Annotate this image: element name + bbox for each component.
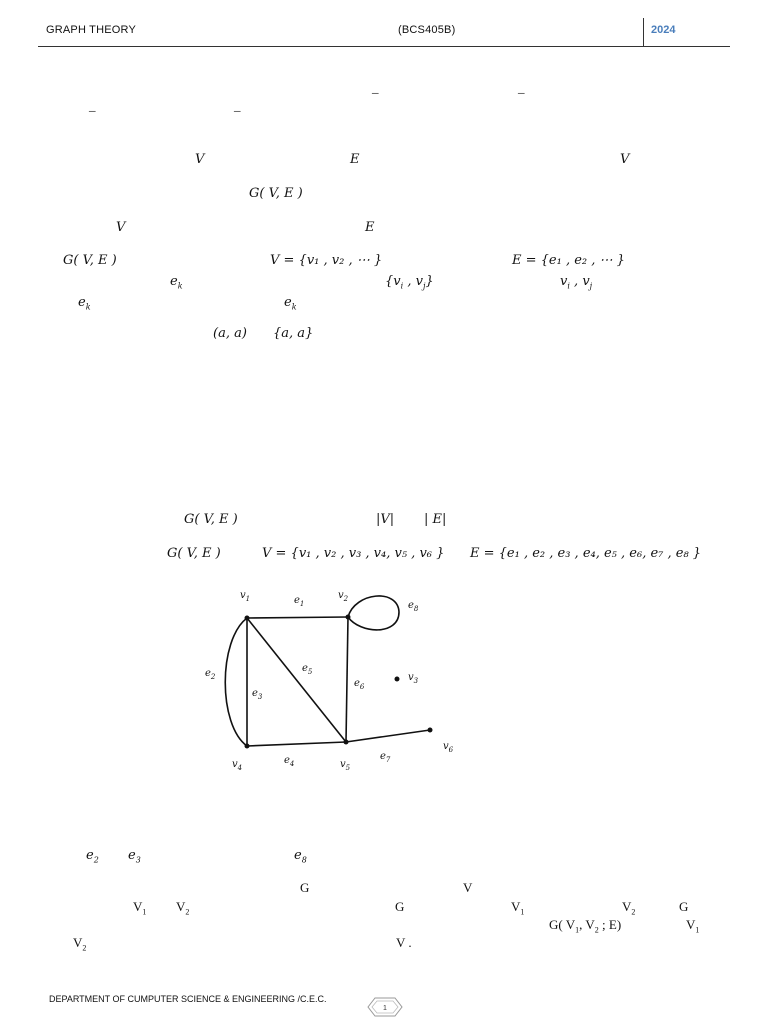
- math-V: V: [195, 152, 205, 167]
- math-e2: $e_2$: [86, 848, 99, 865]
- math-graph-def: G( V, E ): [167, 546, 221, 561]
- math-graph-def: G( V, E ): [184, 512, 238, 527]
- text-V2: $V_2$: [73, 935, 87, 953]
- text-V-period: V .: [396, 935, 412, 950]
- text-G: G: [395, 899, 405, 914]
- dash: _: [518, 80, 525, 95]
- math-order: |V|: [376, 512, 395, 527]
- text-V2: $V_2$: [622, 899, 636, 917]
- dash: _: [89, 98, 96, 113]
- math-E: E: [365, 220, 375, 235]
- math-size: | E|: [424, 512, 447, 527]
- label-v4: $v_4$: [232, 759, 243, 772]
- math-loop-pair: (a, a): [213, 326, 247, 341]
- label-e6: $e_6$: [354, 678, 365, 691]
- label-e8: $e_8$: [408, 600, 419, 613]
- edge-e4: [247, 742, 346, 746]
- math-vertex-set: V = {v₁ , v₂ , v₃ , v₄, v₅ , v₆ }: [262, 546, 445, 561]
- header-course-code: (BCS405B): [398, 24, 456, 36]
- text-V1: $V_1$: [511, 899, 525, 917]
- label-e1: $e_1$: [294, 595, 305, 608]
- text-G: G: [300, 880, 310, 895]
- math-ek: $e_k$: [284, 295, 297, 312]
- math-ek: $e_k$: [78, 295, 91, 312]
- math-E: E: [350, 152, 360, 167]
- vertex-v4: [245, 744, 250, 749]
- label-v1: $v_1$: [240, 590, 251, 603]
- edge-e8-loop: [348, 596, 399, 630]
- math-ek: $e_k$: [170, 274, 183, 291]
- header-year: 2024: [651, 24, 676, 36]
- edge-e1: [247, 617, 348, 618]
- math-V: V: [620, 152, 630, 167]
- label-e3: $e_3$: [252, 688, 263, 701]
- math-vi-vj-set: {$v_i$ , $v_j$}: [385, 274, 434, 291]
- header-title: GRAPH THEORY: [46, 24, 137, 36]
- math-V: V: [116, 220, 126, 235]
- math-e3: $e_3$: [128, 848, 141, 865]
- label-e4: $e_4$: [284, 755, 295, 768]
- math-e8: $e_8$: [294, 848, 307, 865]
- label-v3: $v_3$: [408, 672, 419, 685]
- math-loop-set: {a, a}: [273, 326, 314, 341]
- vertex-v5: [344, 740, 349, 745]
- label-v6: $v_6$: [443, 741, 454, 754]
- footer-page-number: 1: [383, 1005, 387, 1012]
- label-e5: $e_5$: [302, 663, 313, 676]
- math-vi-vj: $v_i$ , $v_j$: [560, 274, 593, 291]
- text-bipartite-notation: G( $V_1$, $V_2$ ; E): [549, 917, 622, 935]
- math-vertex-set: V = {v₁ , v₂ , ⋯ }: [270, 253, 383, 268]
- text-G: G: [679, 899, 689, 914]
- vertex-v2: [346, 615, 351, 620]
- edge-e7: [346, 730, 430, 742]
- label-v2: $v_2$: [338, 590, 349, 603]
- vertex-v6: [428, 728, 433, 733]
- text-V1: $V_1$: [686, 917, 700, 935]
- edge-e5: [247, 618, 346, 742]
- edge-e2: [225, 618, 247, 746]
- label-e2: $e_2$: [205, 668, 216, 681]
- footer-page-emblem: [366, 995, 404, 1019]
- edge-e6: [346, 617, 348, 742]
- math-edge-set: E = {e₁ , e₂ , e₃ , e₄, e₅ , e₆, e₇ , e₈ }: [470, 546, 702, 561]
- graph-edges: [225, 596, 430, 746]
- dash: _: [372, 80, 379, 95]
- label-e7: $e_7$: [380, 751, 391, 764]
- vertex-v3: [395, 677, 400, 682]
- text-V1: $V_1$: [133, 899, 147, 917]
- text-V2: $V_2$: [176, 899, 190, 917]
- math-graph-def: G( V, E ): [249, 186, 303, 201]
- dash: _: [234, 98, 241, 113]
- graph-vertices: [245, 615, 433, 749]
- text-V: V: [463, 880, 473, 895]
- math-graph-def: G( V, E ): [63, 253, 117, 268]
- vertex-v1: [245, 616, 250, 621]
- footer-department: DEPARTMENT OF CUMPUTER SCIENCE & ENGINEERING /C.E.C.: [49, 994, 327, 1004]
- math-edge-set: E = {e₁ , e₂ , ⋯ }: [512, 253, 625, 268]
- label-v5: $v_5$: [340, 759, 351, 772]
